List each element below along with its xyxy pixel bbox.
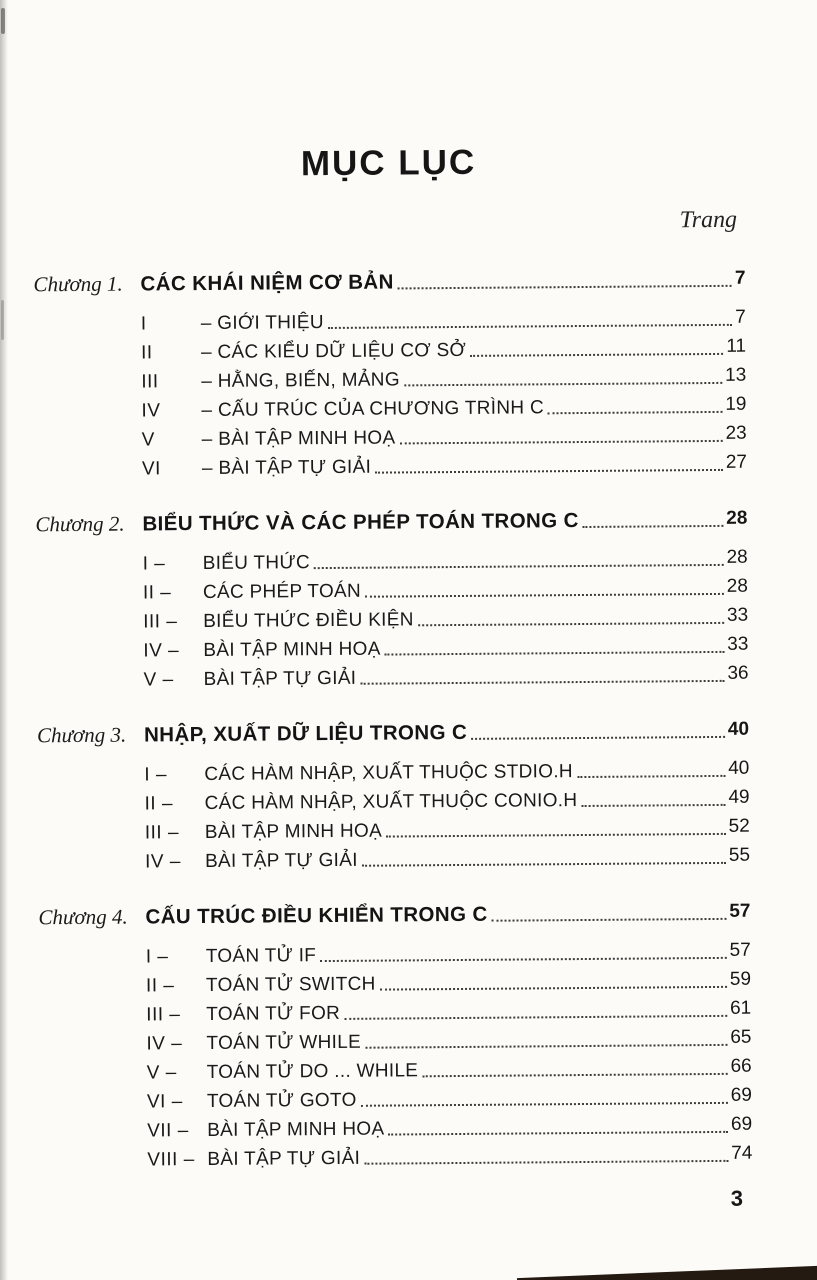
- dot-leader: [320, 957, 726, 962]
- section-indent: [40, 1171, 147, 1172]
- section-numeral: III –: [143, 611, 178, 633]
- dot-leader: [375, 469, 723, 474]
- section-page-number: 23: [725, 422, 747, 444]
- chapter-label: Chương 1.: [33, 271, 123, 297]
- section-numeral: I: [140, 313, 147, 335]
- chapter-heading-row: [35, 506, 747, 538]
- dot-leader: [422, 1073, 727, 1077]
- section-title: BÀI TẬP MINH HOẠ: [203, 638, 381, 661]
- section-page-number: 61: [729, 997, 752, 1019]
- scan-corner-shadow: [517, 1264, 817, 1280]
- chapter-page-number: 40: [727, 718, 750, 740]
- section-page-number: 65: [730, 1026, 752, 1048]
- toc-entry-row: [36, 658, 748, 693]
- section-title: TOÁN TỬ GOTO: [206, 1089, 357, 1112]
- section-page-number: 69: [730, 1084, 752, 1106]
- section-title: TOÁN TỬ DO ... WHILE: [206, 1060, 419, 1083]
- section-page-number: 52: [728, 815, 750, 837]
- section-numeral: IV: [141, 400, 161, 422]
- dot-leader: [399, 440, 722, 445]
- section-title: BÀI TẬP TỰ GIẢI: [203, 667, 357, 690]
- chapter-title: NHẬP, XUẤT DỮ LIỆU TRONG C: [143, 720, 468, 747]
- section-numeral: III –: [144, 822, 180, 844]
- section-page-number: 33: [727, 633, 749, 655]
- section-numeral: I –: [144, 764, 168, 786]
- section-page-number: 57: [729, 939, 751, 961]
- dot-leader: [581, 804, 725, 807]
- toc-entry-row: [35, 447, 747, 482]
- chapter-page-number: 28: [726, 507, 748, 529]
- chapter-title: CÁC KHÁI NIỆM CƠ BẢN: [140, 270, 394, 296]
- chapter-title: BIỂU THỨC VÀ CÁC PHÉP TOÁN TRONG C: [142, 509, 579, 536]
- section-title: BÀI TẬP TỰ GIẢI: [204, 849, 358, 872]
- chapter-heading-row: [37, 717, 749, 749]
- section-numeral: VII –: [147, 1120, 189, 1142]
- section-numeral: V: [141, 429, 155, 451]
- scan-artifact-speck: [1, 300, 4, 340]
- section-title: – GIỚI THIỆU: [200, 312, 324, 334]
- dot-leader: [418, 622, 724, 626]
- chapter-page-number: 57: [729, 900, 751, 922]
- chapter-label: Chương 3.: [36, 722, 127, 748]
- dot-leader: [361, 1102, 728, 1107]
- section-page-number: 7: [735, 306, 746, 328]
- dot-leader: [380, 986, 727, 991]
- section-page-number: 27: [725, 451, 748, 473]
- section-page-number: 28: [726, 546, 748, 568]
- section-numeral: V –: [143, 669, 174, 691]
- section-numeral: IV –: [144, 851, 181, 873]
- toc-chapter: [35, 506, 748, 693]
- dot-leader: [492, 918, 727, 922]
- section-page-number: 40: [728, 757, 750, 779]
- section-indent: [35, 480, 142, 481]
- dot-leader: [548, 411, 722, 414]
- section-page-number: 11: [726, 335, 747, 357]
- section-title: – CẤU TRÚC CỦA CHƯƠNG TRÌNH C: [201, 397, 545, 421]
- section-page-number: 55: [728, 844, 751, 866]
- section-numeral: IV –: [143, 640, 180, 662]
- section-indent: [38, 873, 145, 874]
- section-page-number: 13: [725, 364, 747, 386]
- toc-entry-row: [38, 840, 750, 875]
- dot-leader: [362, 862, 726, 867]
- section-title: CÁC HÀM NHẬP, XUẤT THUỘC CONIO.H: [204, 790, 578, 814]
- scan-left-edge-shadow: [0, 0, 8, 1280]
- dot-leader: [344, 1015, 727, 1020]
- dot-leader: [385, 651, 725, 656]
- dot-leader: [470, 353, 723, 357]
- section-numeral: II –: [145, 975, 175, 997]
- dot-leader: [365, 593, 724, 598]
- chapter-page-number: 7: [734, 267, 746, 289]
- dot-leader: [388, 1131, 728, 1136]
- chapter-label: Chương 4.: [38, 904, 128, 930]
- section-numeral: I –: [142, 553, 166, 575]
- section-numeral: II: [140, 342, 153, 364]
- dot-leader: [314, 564, 724, 569]
- page-column-header: Trang: [679, 206, 738, 234]
- section-title: BÀI TẬP MINH HOẠ: [204, 820, 383, 843]
- section-title: BÀI TẬP MINH HOẠ: [207, 1118, 385, 1141]
- dot-leader: [398, 285, 732, 290]
- dot-leader: [404, 382, 722, 386]
- section-title: – HẰNG, BIẾN, MẢNG: [201, 369, 400, 392]
- section-page-number: 59: [729, 968, 752, 990]
- section-numeral: IV –: [146, 1033, 183, 1055]
- section-title: BIỂU THỨC: [202, 552, 311, 574]
- dot-leader: [583, 525, 723, 528]
- dot-leader: [386, 833, 726, 838]
- section-title: BIỂU THỨC ĐIỀU KIỆN: [203, 609, 414, 632]
- page-content: [31, 0, 752, 1172]
- section-page-number: 69: [730, 1113, 753, 1135]
- section-title: – BÀI TẬP MINH HOẠ: [201, 427, 396, 450]
- page-number: 3: [730, 1186, 743, 1211]
- dot-leader: [577, 775, 725, 778]
- chapter-heading-row: [33, 266, 745, 298]
- section-numeral: V –: [146, 1062, 177, 1084]
- toc-chapter: [33, 266, 747, 482]
- scan-artifact-speck: [1, 8, 5, 34]
- dot-leader: [365, 1044, 727, 1049]
- section-title: CÁC HÀM NHẬP, XUẤT THUỘC STDIO.H: [204, 761, 573, 785]
- table-of-contents: [33, 266, 752, 1173]
- section-numeral: III: [141, 371, 159, 393]
- dot-leader: [471, 736, 725, 740]
- section-page-number: 28: [726, 575, 748, 597]
- chapter-title: CẤU TRÚC ĐIỀU KHIỂN TRONG C: [145, 902, 488, 929]
- section-page-number: 33: [726, 604, 749, 626]
- section-title: BÀI TẬP TỰ GIẢI: [207, 1147, 361, 1170]
- section-title: – CÁC KIỂU DỮ LIỆU CƠ SỞ: [200, 339, 467, 363]
- section-title: TOÁN TỬ IF: [205, 945, 317, 967]
- dot-leader: [360, 680, 724, 685]
- toc-chapter: [37, 717, 750, 875]
- chapter-label: Chương 2.: [35, 511, 125, 537]
- dot-leader: [364, 1160, 728, 1165]
- section-page-number: 19: [725, 393, 747, 415]
- section-indent: [37, 691, 144, 692]
- section-page-number: 49: [728, 786, 750, 808]
- section-numeral: VIII –: [147, 1149, 195, 1171]
- page-title: MỤC LỤC: [300, 142, 477, 184]
- section-numeral: III –: [146, 1004, 181, 1026]
- toc-entry-row: [40, 1138, 752, 1173]
- dot-leader: [328, 324, 732, 329]
- section-title: TOÁN TỬ SWITCH: [205, 973, 376, 996]
- section-page-number: 66: [730, 1055, 752, 1077]
- section-title: TOÁN TỬ FOR: [206, 1002, 341, 1025]
- section-numeral: VI –: [146, 1091, 183, 1113]
- section-title: – BÀI TẬP TỰ GIẢI: [201, 456, 372, 479]
- section-numeral: VI: [141, 458, 161, 480]
- section-title: CÁC PHÉP TOÁN: [202, 580, 362, 603]
- section-numeral: I –: [145, 946, 169, 968]
- section-numeral: II –: [144, 793, 174, 815]
- section-page-number: 74: [731, 1142, 753, 1164]
- toc-chapter: [38, 899, 752, 1173]
- section-numeral: II –: [142, 582, 172, 604]
- chapter-heading-row: [38, 899, 750, 931]
- section-page-number: 36: [727, 662, 749, 684]
- section-title: TOÁN TỬ WHILE: [206, 1031, 362, 1054]
